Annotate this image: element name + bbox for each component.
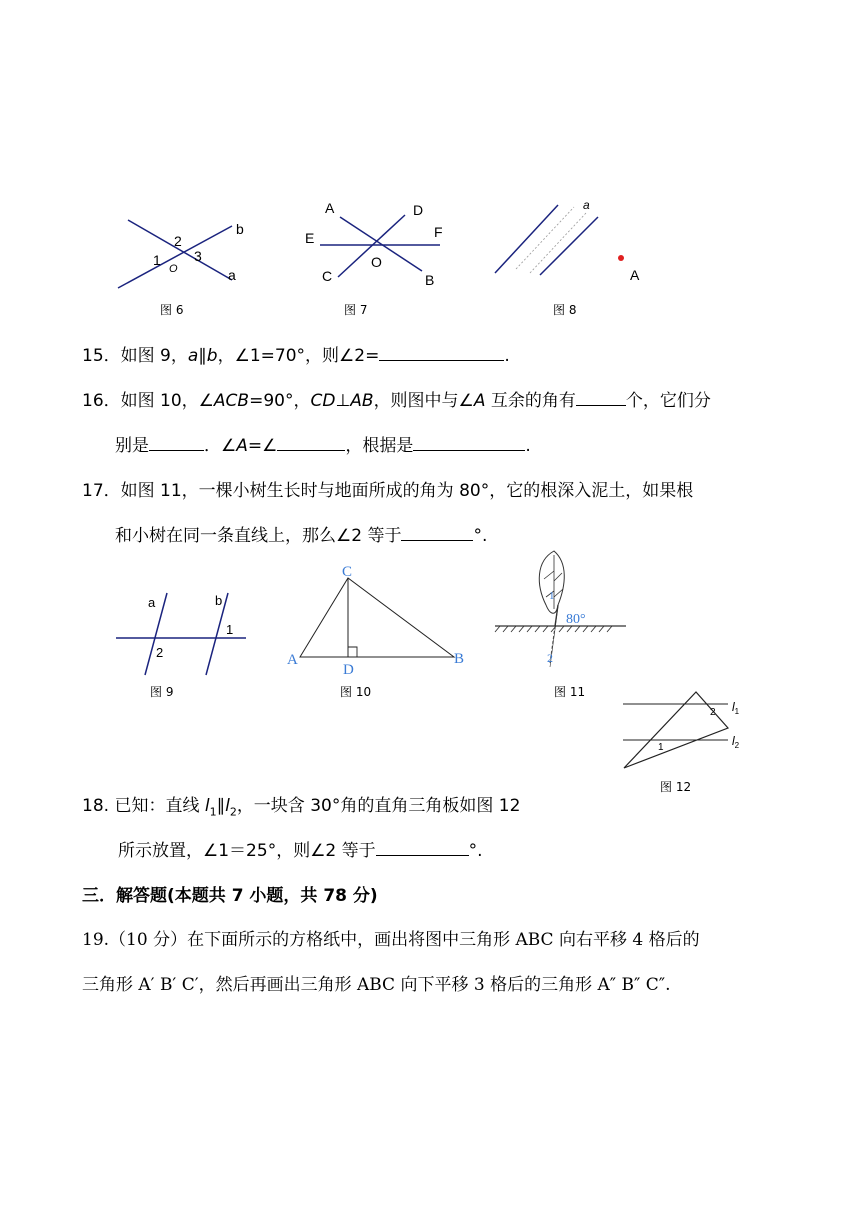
q18-l-2: l	[225, 796, 230, 816]
q17-l2-a: 和小树在同一条直线上，那么∠2 等于	[115, 526, 402, 546]
line-a	[540, 217, 598, 275]
label-l2: $l_2$	[732, 734, 740, 750]
q17-l2-b: °.	[473, 526, 488, 546]
label-o: O	[169, 263, 178, 275]
label-2: 2	[174, 233, 182, 249]
triangle-abc	[300, 578, 454, 657]
q16-a: A	[473, 391, 486, 411]
q16-l1-c: ，则图中与∠	[373, 391, 474, 411]
caption-fig6: 图 6	[160, 303, 184, 317]
label-1: 1	[549, 590, 555, 602]
q16-cd: CD	[310, 391, 336, 411]
label-E: E	[305, 230, 315, 246]
label-2: 2	[156, 645, 164, 660]
figure-8	[490, 195, 650, 290]
caption-fig10: 图 10	[340, 685, 372, 699]
question-15	[82, 341, 510, 366]
line-a	[128, 220, 232, 280]
q18-sub-2: 2	[229, 805, 237, 819]
label-B: B	[425, 272, 435, 288]
label-A: A	[287, 652, 298, 668]
q16-perp: ⊥	[335, 391, 351, 411]
q16-ab: AB	[350, 391, 374, 411]
q16-l2-a: 别是	[115, 436, 149, 456]
q16-l2-c: =∠	[247, 436, 278, 456]
label-1: 1	[153, 252, 161, 268]
question-16-line-2	[115, 431, 531, 456]
label-A: A	[630, 267, 640, 283]
question-17-line-2	[115, 521, 487, 546]
ground-hatch	[495, 626, 612, 632]
q18-l1-a: 18. 已知：直线	[82, 796, 205, 816]
label-A: A	[325, 200, 335, 216]
figure-6	[110, 210, 260, 300]
label-2: 2	[710, 707, 716, 718]
figure-12	[620, 688, 755, 770]
caption-fig9: 图 9	[150, 685, 174, 699]
q16-l1-b: =90°，	[249, 391, 311, 411]
caption-fig8: 图 8	[553, 303, 577, 317]
label-B: B	[454, 651, 465, 667]
q16-l2-e: .	[525, 436, 531, 456]
q17-blank[interactable]	[401, 526, 473, 541]
point-A	[618, 255, 624, 261]
question-19-line-2: 三角形 A′ B′ C′，然后再画出三角形 ABC 向下平移 3 格后的三角形 A″ B″ C″.	[82, 975, 671, 995]
line-left	[495, 205, 558, 273]
q18-sub-1: 1	[209, 805, 217, 819]
dotted-line-2	[530, 213, 586, 273]
label-b: b	[236, 221, 244, 237]
q16-a2: A	[236, 436, 248, 456]
triangle-ruler	[624, 692, 728, 768]
q18-l2-b: °.	[468, 841, 483, 861]
question-17-line-1: 17．如图 11，一棵小树生长时与地面所成的角为 80°，它的根深入泥土，如果根	[82, 481, 694, 501]
figure-7	[300, 195, 450, 295]
q16-l1-d: 互余的角有	[485, 391, 576, 411]
label-D: D	[343, 662, 354, 678]
label-80-deg: 80°	[566, 612, 586, 627]
right-angle-mark	[348, 647, 357, 657]
q16-l2-d: ，根据是	[345, 436, 414, 456]
label-b: b	[215, 593, 223, 608]
q18-blank[interactable]	[376, 841, 469, 856]
question-16-line-1	[82, 386, 711, 411]
label-D: D	[413, 202, 424, 218]
q15-blank[interactable]	[379, 346, 504, 361]
caption-fig12: 图 12	[660, 780, 692, 794]
q15-a: a	[187, 346, 199, 366]
figure-9	[110, 585, 250, 680]
question-18-line-1	[82, 791, 520, 818]
caption-fig11: 图 11	[554, 685, 586, 699]
q15-b: b	[206, 346, 218, 366]
caption-fig7: 图 7	[344, 303, 368, 317]
q15-par: ∥	[198, 346, 207, 366]
q18-l1-b: ，一块含 30°角的直角三角板如图 12	[236, 796, 521, 816]
q18-par: ∥	[216, 796, 226, 816]
q16-blank-count[interactable]	[576, 391, 626, 406]
dotted-line-1	[516, 207, 574, 269]
label-a: a	[583, 198, 590, 212]
q15-end: .	[504, 346, 510, 366]
question-18-line-2	[118, 836, 483, 861]
q18-l-1: l	[204, 796, 210, 816]
q16-l1-e: 个，它们分	[625, 391, 711, 411]
q16-l2-b: ．∠	[204, 436, 237, 456]
label-C: C	[322, 268, 333, 284]
label-3: 3	[194, 248, 202, 264]
q15-text-a: 15．如图 9，	[82, 346, 188, 366]
q16-l1-a: 16．如图 10，∠	[82, 391, 214, 411]
label-1: 1	[658, 742, 664, 753]
figure-10	[284, 563, 474, 678]
q16-blank-angles[interactable]	[149, 436, 204, 451]
section-3-title: 三．解答题(本题共 7 小题，共 78 分)	[82, 886, 378, 906]
q16-blank-angle[interactable]	[277, 436, 345, 451]
label-a: a	[228, 267, 236, 283]
figure-11	[492, 545, 632, 677]
q16-blank-reason[interactable]	[413, 436, 525, 451]
label-1: 1	[226, 622, 234, 637]
label-C: C	[342, 564, 353, 580]
tree-crown	[539, 551, 564, 613]
label-l1: $l_1$	[732, 700, 740, 716]
question-19-line-1: 19.（10 分）在下面所示的方格纸中，画出将图中三角形 ABC 向右平移 4 格后的	[82, 930, 700, 950]
label-2: 2	[547, 651, 553, 665]
label-a: a	[148, 595, 156, 610]
q15-text-b: ，∠1=70°，则∠2=	[217, 346, 380, 366]
q16-acb: ACB	[213, 391, 250, 411]
q18-l2-a: 所示放置，∠1＝25°，则∠2 等于	[118, 841, 376, 861]
label-F: F	[434, 224, 443, 240]
label-O: O	[371, 254, 382, 270]
